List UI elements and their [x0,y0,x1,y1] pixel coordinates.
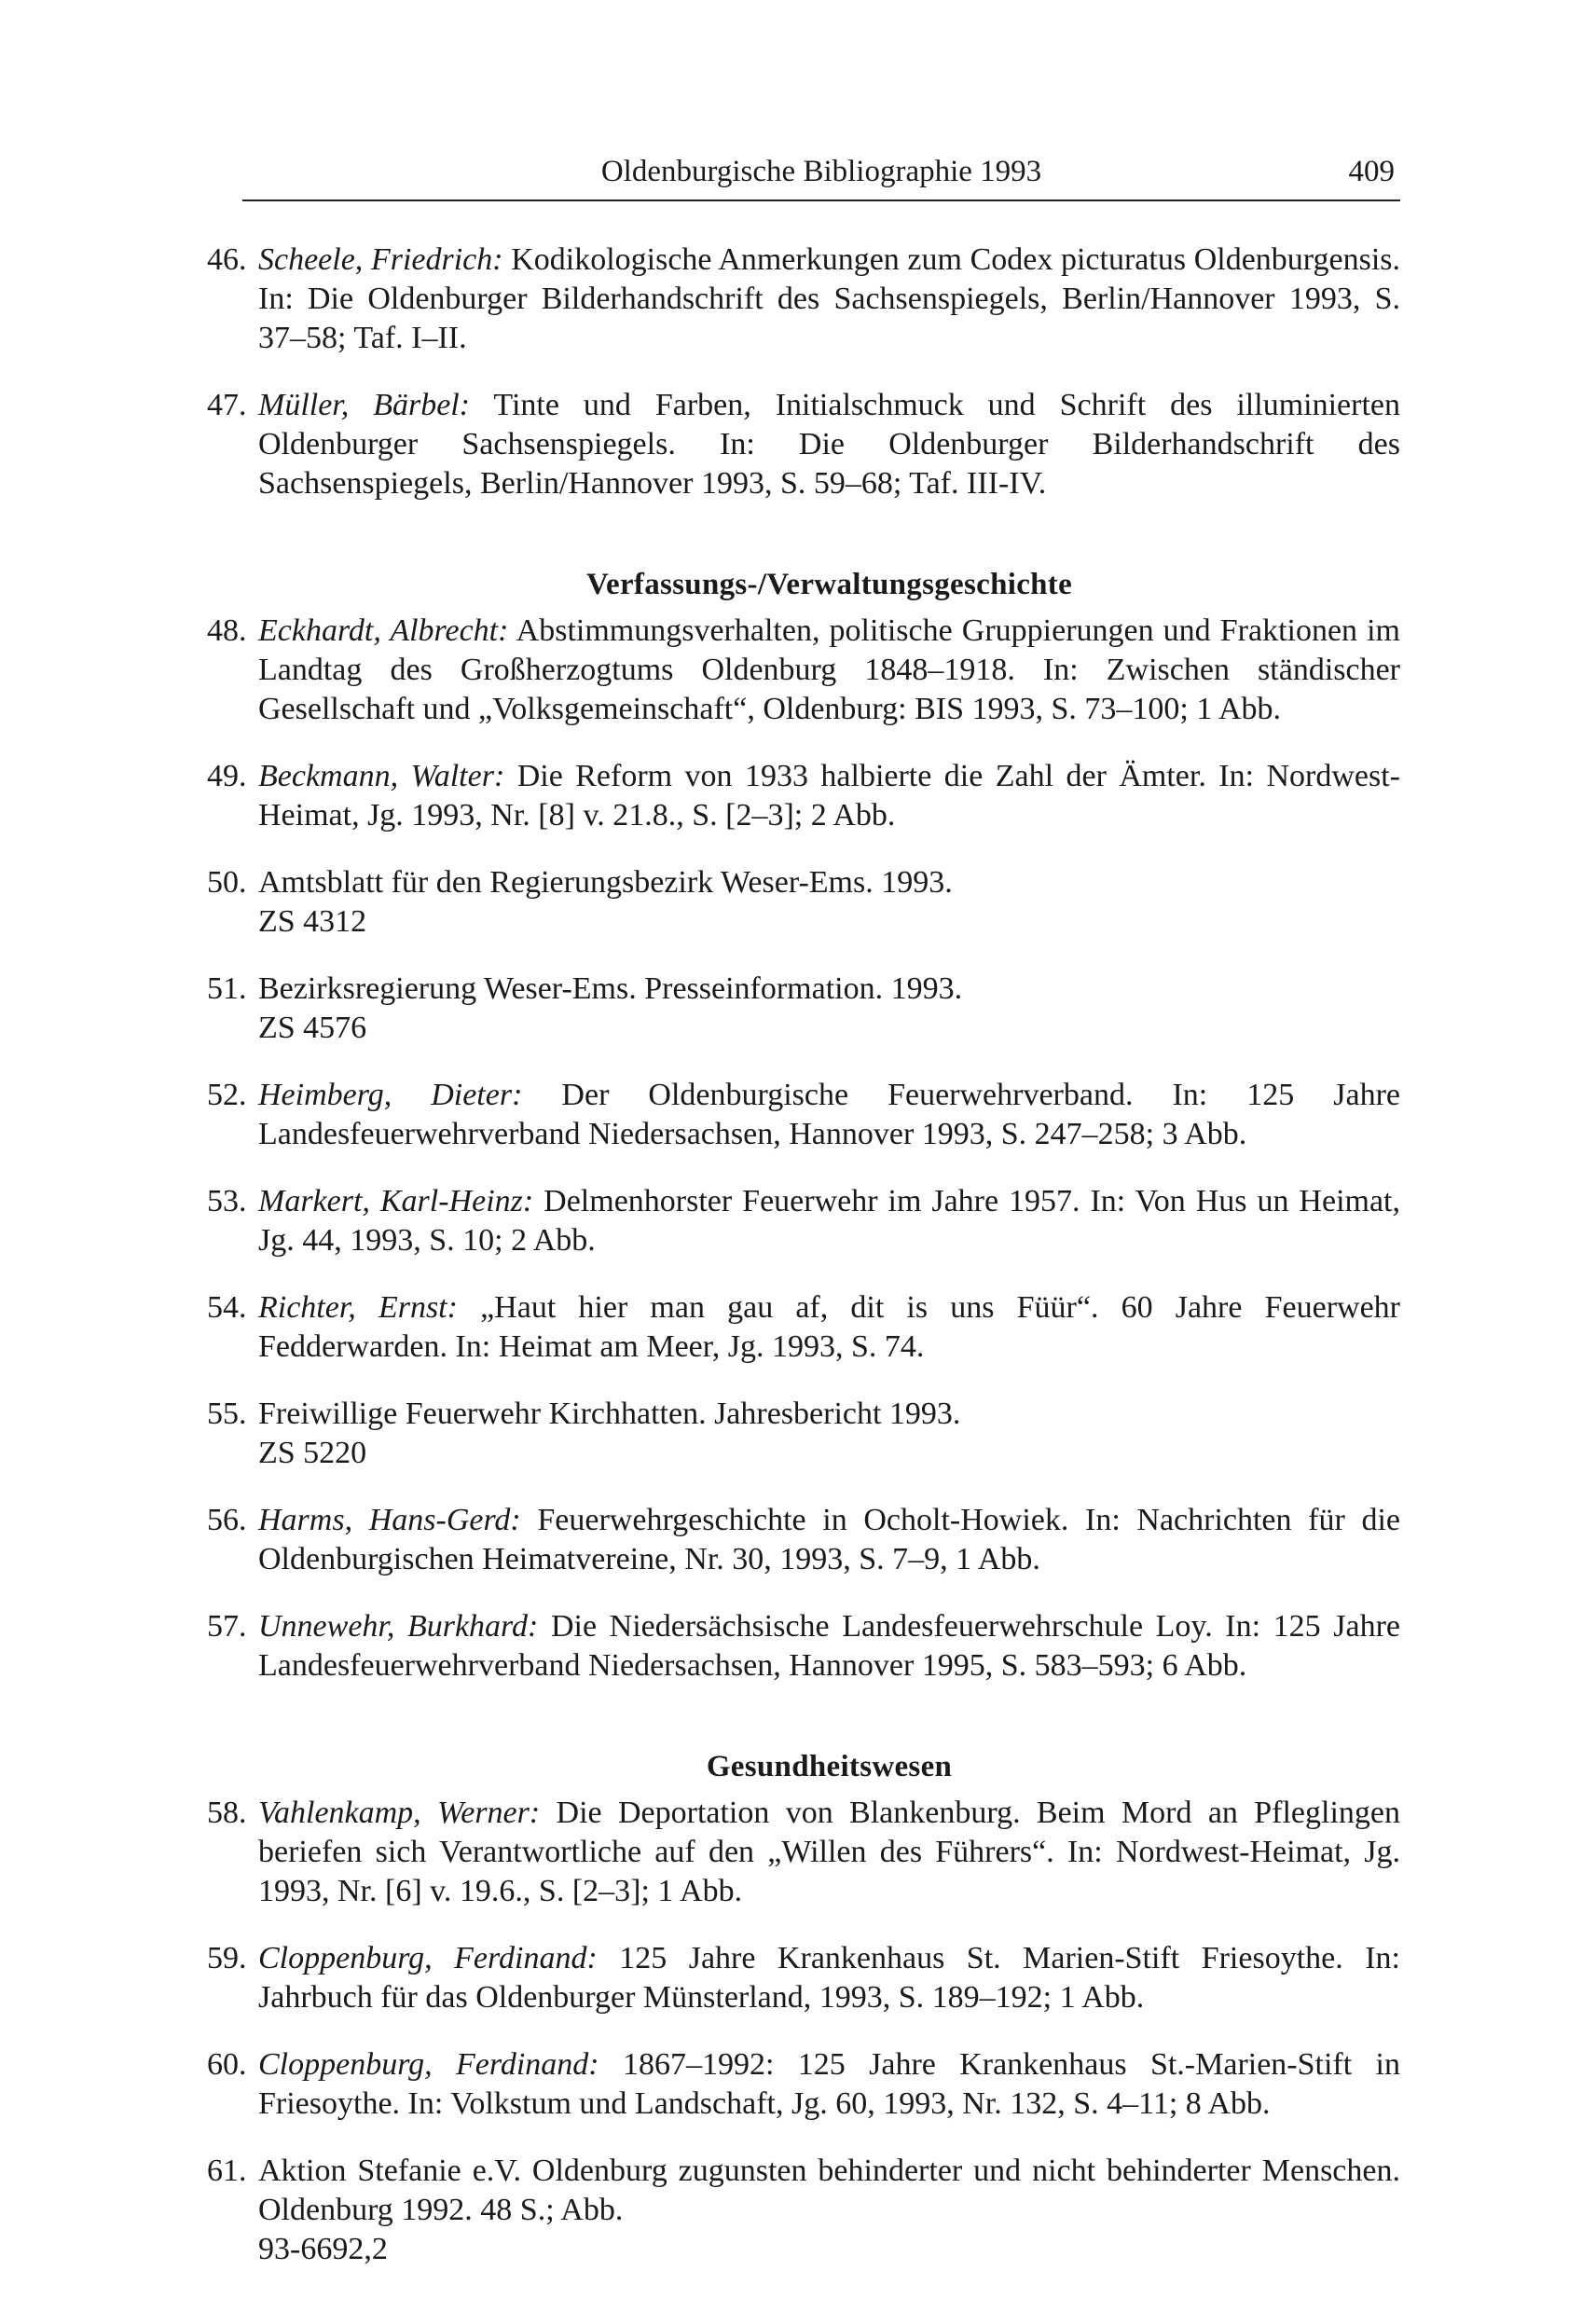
entry-author: Beckmann, Walter: [258,759,505,793]
entry-number: 57. [207,1609,247,1644]
entry-text: Tinte und Farben, Initialschmuck und Schrift des illuminierten Oldenburger Sachsenspiegels. In: Die Oldenburger Bilderhandschrift des Sachsenspiegels, Berlin/Hannover 1993, S. 59–68; Taf. III-IV. [258,388,1400,501]
entry-number: 56. [207,1503,247,1537]
entry-48 [207,612,1400,729]
entry-text: Freiwillige Feuerwehr Kirchhatten. Jahresbericht 1993. [258,1397,961,1431]
entry-text: Abstimmungsverhalten, politische Gruppierungen und Fraktionen im Landtag des Großherzogtums Oldenburg 1848–1918. In: Zwischen ständischer Gesellschaft und „Volksgemeinschaft“, Oldenburg: BIS 1993, S. 73–100; 1 Abb. [258,613,1401,726]
bibliography-content [207,241,1400,2269]
entry-number: 47. [207,388,247,422]
entry-51 [207,970,1400,1048]
shelf-mark: ZS 4576 [258,1011,367,1045]
entry-60 [207,2045,1400,2124]
entry-author: Cloppenburg, Ferdinand: [258,1941,598,1975]
entry-author: Müller, Bärbel: [258,388,471,422]
entry-text: Die Reform von 1933 halbierte die Zahl der Ämter. In: Nordwest-Heimat, Jg. 1993, Nr. [8] v. 21.8., S. [2–3]; 2 Abb. [258,759,1400,833]
entry-text: Kodikologische Anmerkungen zum Codex picturatus Oldenburgensis. In: Die Oldenburger Bilderhandschrift des Sachsenspiegels, Berlin/Hannover 1993, S. 37–58; Taf. I–II. [258,242,1400,355]
entry-number: 51. [207,971,247,1006]
section-heading-gesundheit: Gesundheitswesen [706,1750,953,1783]
entry-text: Bezirksregierung Weser-Ems. Presseinformation. 1993. [258,971,963,1006]
entry-text: Amtsblatt für den Regierungsbezirk Weser-Ems. 1993. [258,865,953,900]
entry-text: Die Deportation von Blankenburg. Beim Mord an Pfleglingen beriefen sich Verantwortliche auf den „Willen des Führers“. In: Nordwest-Heimat, Jg. 1993, Nr. [6] v. 19.6., S. [2–3]; 1 Abb. [258,1796,1400,1908]
entry-53 [207,1182,1400,1260]
entry-number: 59. [207,1941,247,1975]
entry-author: Markert, Karl-Heinz: [258,1184,534,1218]
shelf-mark: ZS 5220 [258,1436,367,1470]
entry-number: 50. [207,865,247,900]
entry-text: Delmenhorster Feuerwehr im Jahre 1957. In: Von Hus un Heimat, Jg. 44, 1993, S. 10; 2 Abb. [258,1184,1400,1258]
header-title: Oldenburgische Bibliographie 1993 [600,155,1042,188]
shelf-mark: ZS 4312 [258,904,367,939]
entry-text: 125 Jahre Krankenhaus St. Marien-Stift Friesoythe. In: Jahrbuch für das Oldenburger Münsterland, 1993, S. 189–192; 1 Abb. [258,1941,1400,2015]
entry-author: Harms, Hans-Gerd: [258,1503,521,1537]
entry-number: 49. [207,759,247,793]
entry-55 [207,1395,1400,1473]
section-heading-verwaltung: Verfassungs-/Verwaltungsgeschichte [585,568,1073,601]
entry-author: Richter, Ernst: [258,1290,458,1325]
entry-52 [207,1076,1400,1154]
entry-50 [207,863,1400,942]
page-number: 409 [1348,155,1395,188]
entry-text: 1867–1992: 125 Jahre Krankenhaus St.-Marien-Stift in Friesoythe. In: Volkstum und Landschaft, Jg. 60, 1993, Nr. 132, S. 4–11; 8 Abb. [258,2047,1400,2121]
entry-59 [207,1939,1400,2017]
entry-number: 60. [207,2047,247,2082]
entry-author: Heimberg, Dieter: [258,1078,523,1112]
entry-number: 46. [207,242,247,277]
entry-number: 61. [207,2154,247,2188]
entry-number: 53. [207,1184,247,1218]
entry-author: Scheele, Friedrich: [258,242,503,277]
entry-text: Aktion Stefanie e.V. Oldenburg zugunsten behinderter und nicht behinderter Menschen. Oldenburg 1992. 48 S.; Abb. [258,2154,1400,2227]
entry-56 [207,1501,1400,1579]
entry-text: Der Oldenburgische Feuerwehrverband. In: 125 Jahre Landesfeuerwehrverband Niedersachsen, Hannover 1993, S. 247–258; 3 Abb. [258,1078,1400,1151]
shelf-mark: 93-6692,2 [258,2232,388,2266]
entry-author: Unnewehr, Burkhard: [258,1609,539,1644]
entry-text: Feuerwehrgeschichte in Ocholt-Howiek. In: Nachrichten für die Oldenburgischen Heimatvereine, Nr. 30, 1993, S. 7–9, 1 Abb. [258,1503,1400,1576]
entry-54 [207,1288,1400,1367]
entry-57 [207,1607,1400,1686]
running-header [242,155,1400,201]
entry-number: 55. [207,1397,247,1431]
entry-author: Eckhardt, Albrecht: [258,613,509,648]
entry-author: Vahlenkamp, Werner: [258,1796,541,1830]
entry-text: „Haut hier man gau af, dit is uns Füür“. 60 Jahre Feuerwehr Fedderwarden. In: Heimat am Meer, Jg. 1993, S. 74. [258,1290,1400,1364]
entry-46 [207,241,1400,358]
entry-number: 58. [207,1796,247,1830]
entry-number: 52. [207,1078,247,1112]
entry-text: Die Niedersächsische Landesfeuerwehrschule Loy. In: 125 Jahre Landesfeuerwehrverband Niedersachsen, Hannover 1995, S. 583–593; 6 Abb. [258,1609,1400,1683]
entry-47 [207,386,1400,503]
entry-49 [207,757,1400,835]
entry-author: Cloppenburg, Ferdinand: [258,2047,599,2082]
entry-61 [207,2152,1400,2269]
entry-58 [207,1794,1400,1911]
entry-number: 54. [207,1290,247,1325]
entry-number: 48. [207,613,247,648]
